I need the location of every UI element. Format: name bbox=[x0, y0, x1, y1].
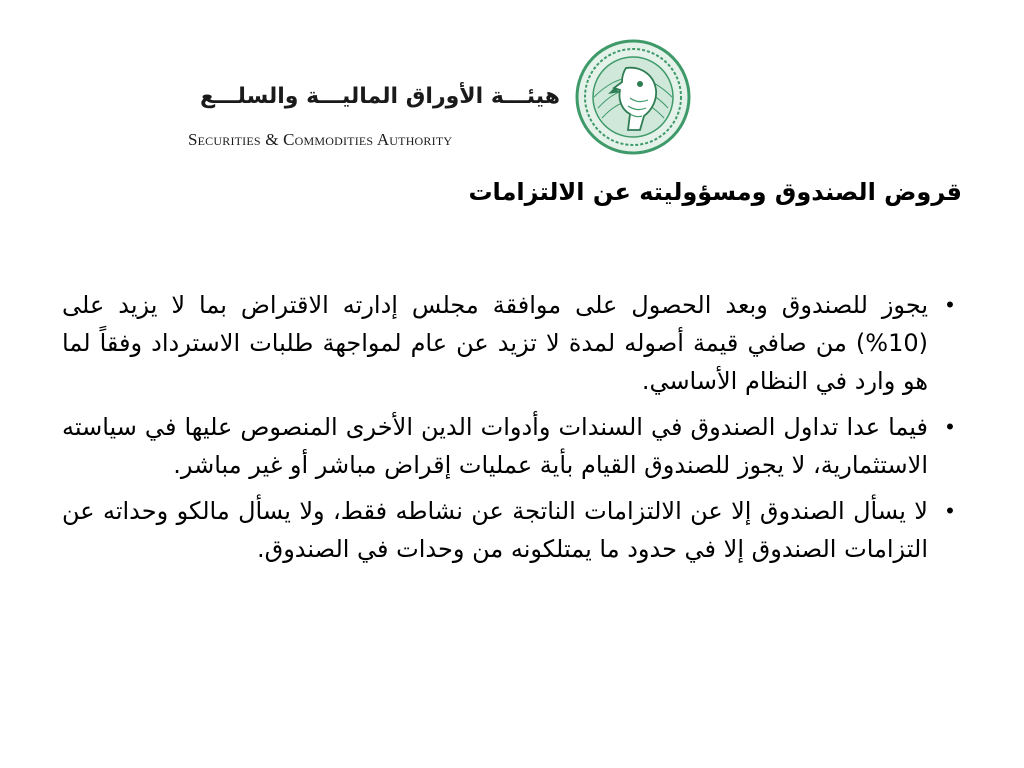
list-item bbox=[62, 492, 962, 568]
bullet-icon: • bbox=[946, 414, 954, 439]
falcon-emblem-icon bbox=[574, 38, 692, 156]
logo-english-text: Securities & Commodities Authority bbox=[188, 130, 453, 149]
authority-logo bbox=[180, 38, 680, 158]
logo-arabic-text: هيئـــة الأوراق الماليـــة والسلـــع bbox=[200, 84, 560, 109]
bullet-icon: • bbox=[946, 498, 954, 523]
bullet-list bbox=[62, 286, 962, 576]
bullet-text: فيما عدا تداول الصندوق في السندات وأدوات الدين الأخرى المنصوص عليها في سياسته الاستثمارية، لا يجوز للصندوق القيام بأية عمليات إقراض مباشر أو غير مباشر. bbox=[62, 413, 928, 479]
bullet-text: يجوز للصندوق وبعد الحصول على موافقة مجلس إدارته الاقتراض بما لا يزيد على (10%) من صافي قيمة أصوله لمدة لا تزيد عن عام لمواجهة طلبات الاسترداد وفقاً لما هو وارد في النظام الأساسي. bbox=[62, 291, 928, 395]
list-item bbox=[62, 408, 962, 484]
slide-title: قروض الصندوق ومسؤوليته عن الالتزامات bbox=[468, 178, 962, 206]
bullet-icon: • bbox=[946, 292, 954, 317]
list-item bbox=[62, 286, 962, 400]
bullet-text: لا يسأل الصندوق إلا عن الالتزامات الناتجة عن نشاطه فقط، ولا يسأل مالكو وحداته عن التزامات الصندوق إلا في حدود ما يمتلكونه من وحدات في الصندوق. bbox=[62, 497, 928, 563]
